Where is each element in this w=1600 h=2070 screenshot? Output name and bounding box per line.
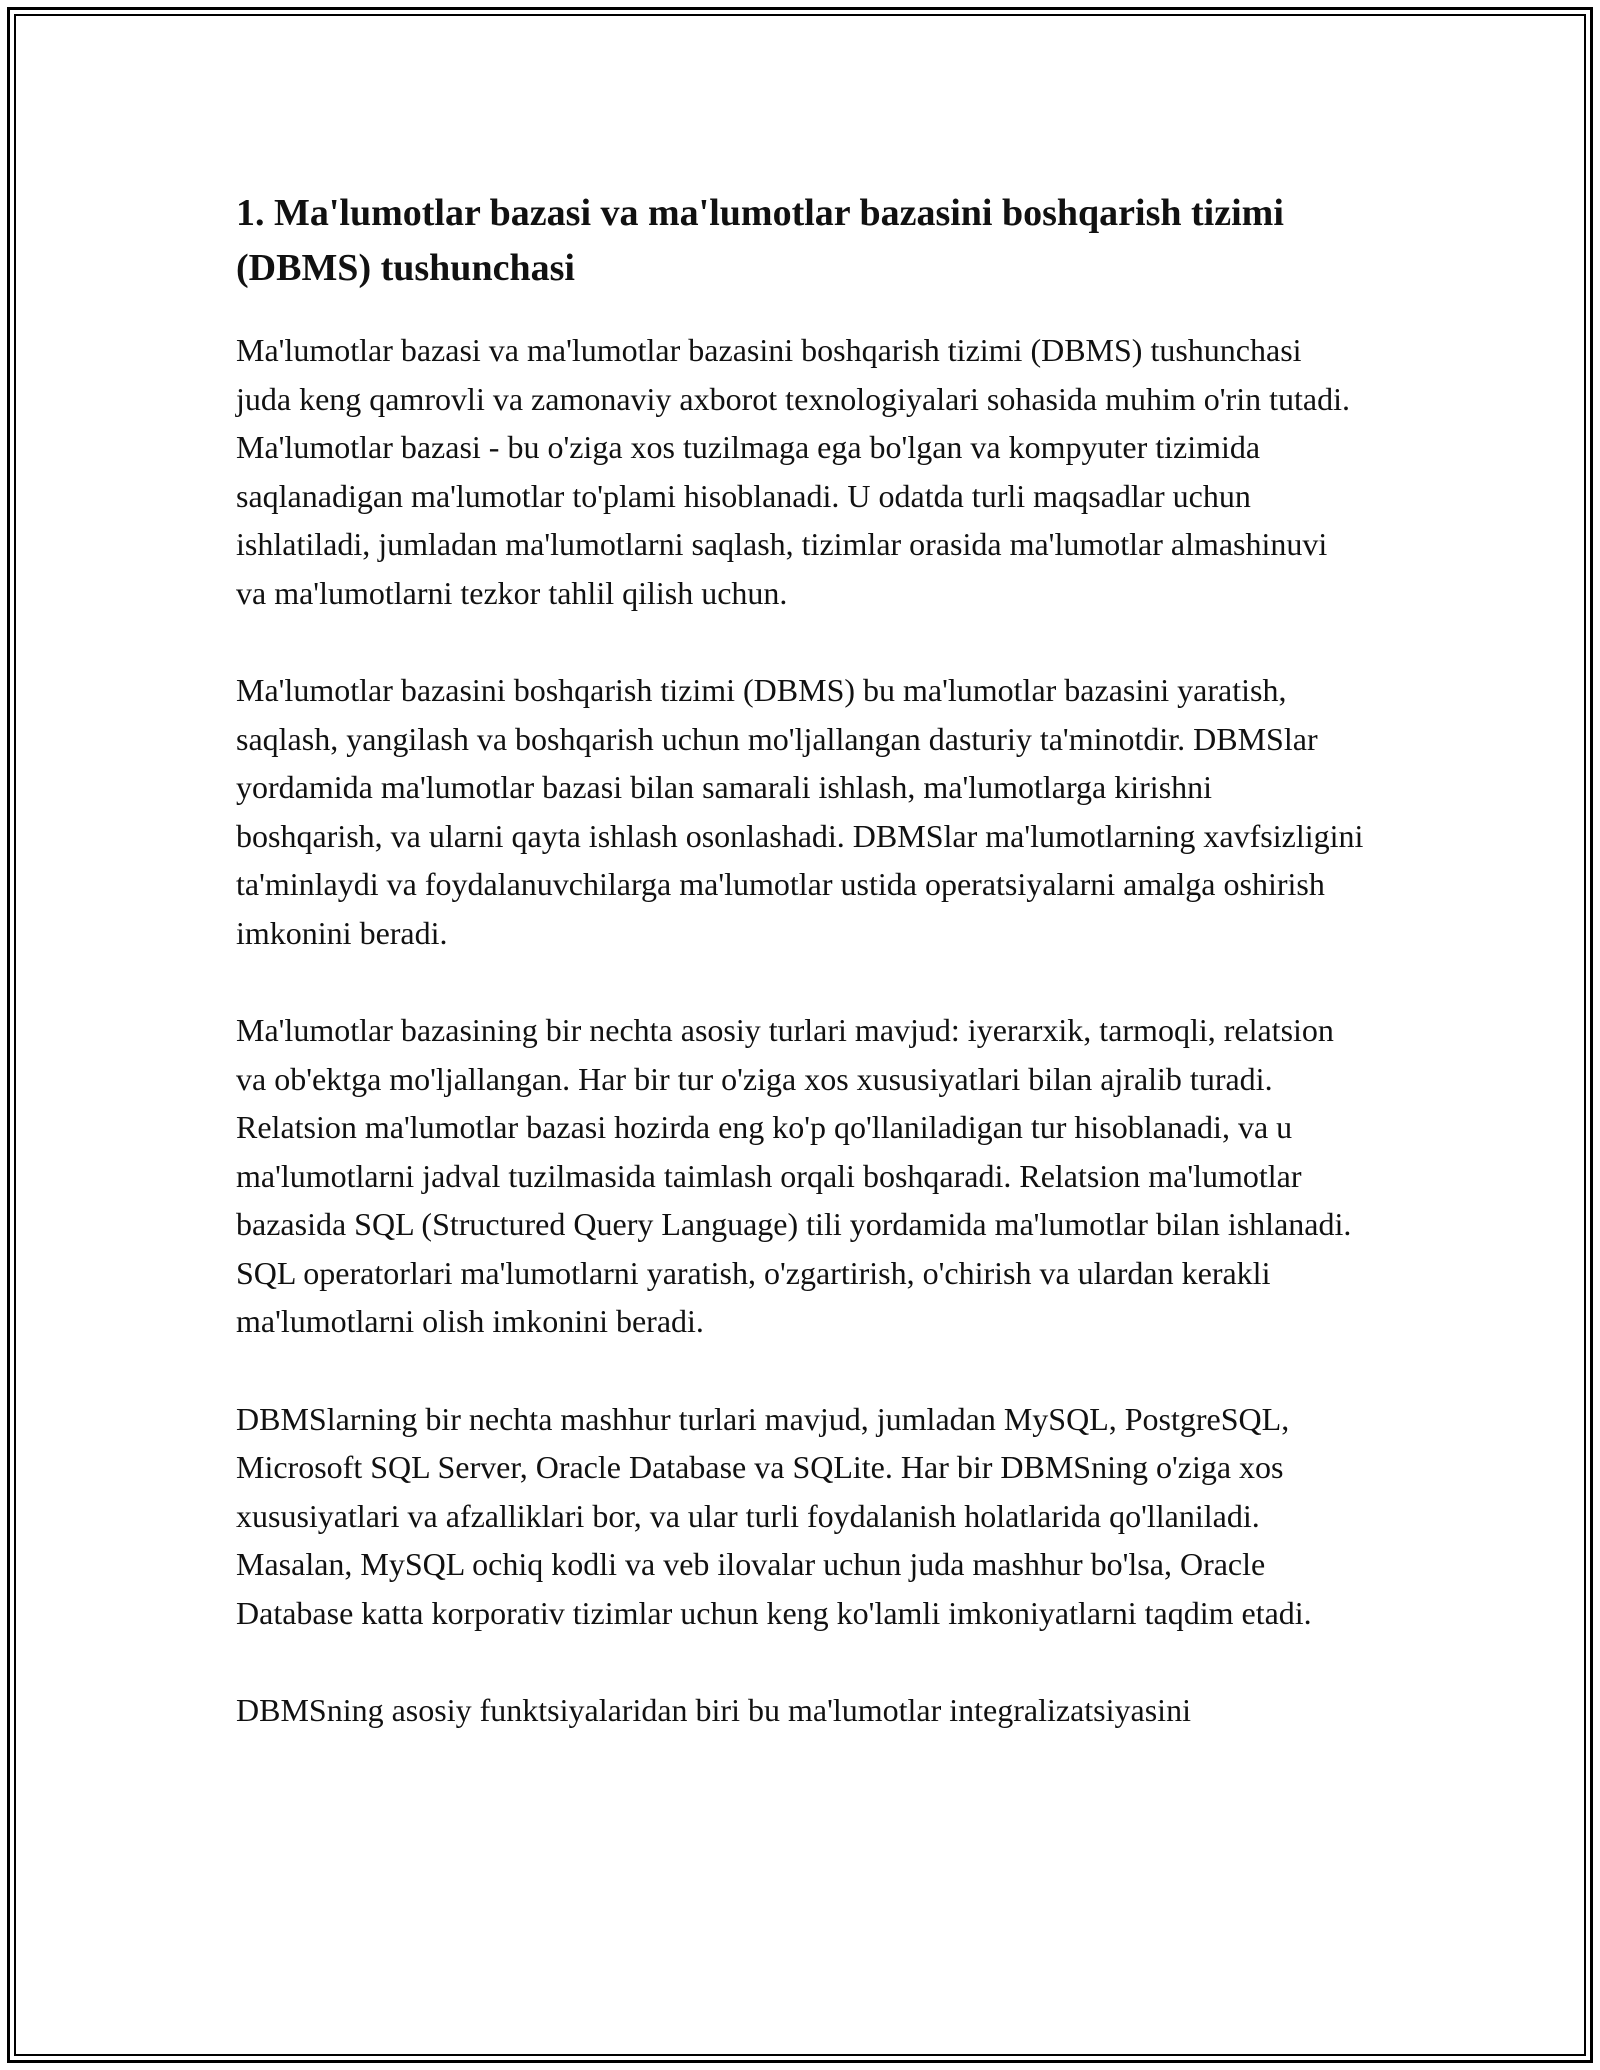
paragraph-1: Ma'lumotlar bazasi va ma'lumotlar bazasini boshqarish tizimi (DBMS) tushunchasi juda keng qamrovli va zamonaviy axborot texnologiyalari sohasida muhim o'rin tutadi. Ma'lumotlar bazasi - bu o'ziga xos tuzilmaga ega bo'lgan va kompyuter tizimida saqlanadigan ma'lumotlar to'plami hisoblanadi. U odatda turli maqsadlar uchun ishlatiladi, jumladan ma'lumotlarni saqlash, tizimlar orasida ma'lumotlar almashinuvi va ma'lumotlarni tezkor tahlil qilish uchun. bbox=[236, 332, 1350, 611]
document-body bbox=[236, 186, 1364, 1784]
paragraph-3: Ma'lumotlar bazasining bir nechta asosiy turlari mavjud: iyerarxik, tarmoqli, relatsion va ob'ektga mo'ljallangan. Har bir tur o'ziga xos xususiyatlari bilan ajralib turadi. Relatsion ma'lumotlar bazasi hozirda eng ko'p qo'llaniladigan tur hisoblanadi, va u ma'lumotlarni jadval tuzilmasida taimlash orqali boshqaradi. Relatsion ma'lumotlar bazasida SQL (Structured Query Language) tili yordamida ma'lumotlar bilan ishlanadi. SQL operatorlari ma'lumotlarni yaratish, o'zgartirish, o'chirish va ulardan kerakli ma'lumotlarni olish imkonini beradi. bbox=[236, 1012, 1352, 1339]
paragraph-2: Ma'lumotlar bazasini boshqarish tizimi (DBMS) bu ma'lumotlar bazasini yaratish, saqlash, yangilash va boshqarish uchun mo'ljallangan dasturiy ta'minotdir. DBMSlar yordamida ma'lumotlar bazasi bilan samarali ishlash, ma'lumotlarga kirishni boshqarish, va ularni qayta ishlash osonlashadi. DBMSlar ma'lumotlarning xavfsizligini ta'minlaydi va foydalanuvchilarga ma'lumotlar ustida operatsiyalarni amalga oshirish imkonini beradi. bbox=[236, 672, 1364, 951]
paragraph-5: DBMSning asosiy funktsiyalaridan biri bu ma'lumotlar integralizatsiyasini bbox=[236, 1692, 1191, 1728]
paragraph-4: DBMSlarning bir nechta mashhur turlari mavjud, jumladan MySQL, PostgreSQL, Microsoft SQL Server, Oracle Database va SQLite. Har bir DBMSning o'ziga xos xususiyatlari va afzalliklari bor, va ular turli foydalanish holatlarida qo'llaniladi. Masalan, MySQL ochiq kodli va veb ilovalar uchun juda mashhur bo'lsa, Oracle Database katta korporativ tizimlar uchun keng ko'lamli imkoniyatlarni taqdim etadi. bbox=[236, 1400, 1312, 1631]
section-heading: 1. Ma'lumotlar bazasi va ma'lumotlar bazasini boshqarish tizimi (DBMS) tushunchasi bbox=[236, 192, 1284, 289]
